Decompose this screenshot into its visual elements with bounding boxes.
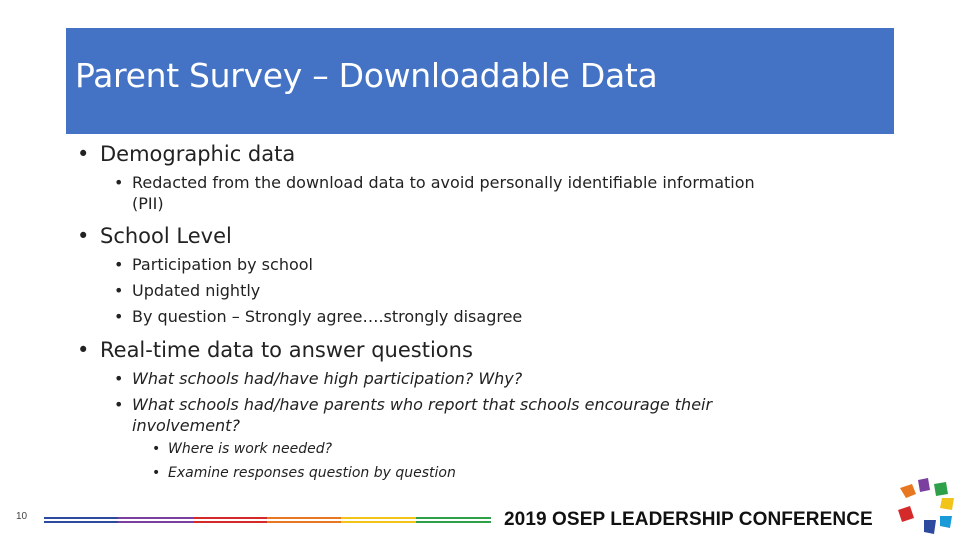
bullet-text: Participation by school bbox=[132, 255, 313, 274]
footer-stripe bbox=[193, 521, 268, 523]
bullet-text: School Level bbox=[100, 224, 232, 248]
hand-yellow-icon bbox=[940, 498, 954, 510]
bullet-dot: • bbox=[77, 142, 90, 166]
footer-stripe bbox=[267, 517, 342, 519]
bullet-text: Real-time data to answer questions bbox=[100, 338, 473, 362]
bullet-dot: • bbox=[152, 465, 161, 481]
hand-cyan-icon bbox=[940, 516, 952, 528]
bullet-text: Where is work needed? bbox=[168, 441, 333, 457]
bullet-text-line2: (PII) bbox=[132, 194, 164, 213]
bullet-dot: • bbox=[152, 441, 161, 457]
footer-stripe bbox=[44, 521, 119, 523]
bullet-updated-nightly bbox=[114, 281, 260, 300]
bullet-dot: • bbox=[114, 307, 124, 326]
bullet-school-level bbox=[77, 224, 232, 248]
bullet-examine-responses bbox=[152, 465, 456, 481]
hand-red-icon bbox=[898, 506, 914, 522]
bullet-text-line1: What schools had/have parents who report that schools encourage their bbox=[132, 395, 713, 414]
footer-stripe bbox=[341, 517, 416, 519]
bullet-redacted bbox=[114, 172, 755, 214]
bullet-demographic-data bbox=[77, 142, 295, 166]
footer-color-stripes bbox=[44, 513, 490, 525]
bullet-participation bbox=[114, 255, 313, 274]
footer-stripe bbox=[416, 521, 491, 523]
bullet-text-line2: involvement? bbox=[132, 416, 240, 435]
hand-blue-icon bbox=[924, 520, 936, 534]
bullet-text: Updated nightly bbox=[132, 281, 261, 300]
footer-stripe bbox=[267, 521, 342, 523]
bullet-encourage-involvement bbox=[114, 394, 712, 436]
footer-stripe bbox=[44, 517, 119, 519]
bullet-text: By question – Strongly agree….strongly disagree bbox=[132, 307, 523, 326]
bullet-dot: • bbox=[114, 255, 124, 274]
footer-stripe bbox=[341, 521, 416, 523]
bullet-dot: • bbox=[114, 281, 124, 300]
bullet-high-participation bbox=[114, 369, 522, 388]
bullet-work-needed bbox=[152, 441, 332, 457]
bullet-text: What schools had/have high participation? Why? bbox=[132, 369, 523, 388]
bullet-dot: • bbox=[114, 369, 124, 388]
bullet-text: Demographic data bbox=[100, 142, 296, 166]
bullet-dot: • bbox=[114, 173, 124, 192]
bullet-dot: • bbox=[114, 395, 124, 414]
hands-logo bbox=[894, 476, 956, 538]
bullet-text-line1: Redacted from the download data to avoid personally identifiable information bbox=[132, 173, 755, 192]
bullet-by-question bbox=[114, 307, 522, 326]
footer-stripe bbox=[416, 517, 491, 519]
footer-stripe bbox=[118, 517, 193, 519]
bullet-text: Examine responses question by question bbox=[168, 465, 456, 481]
slide-number: 10 bbox=[16, 511, 28, 522]
bullet-dot: • bbox=[77, 224, 90, 248]
bullet-real-time-data bbox=[77, 338, 473, 362]
conference-title: 2019 OSEP LEADERSHIP CONFERENCE bbox=[504, 509, 873, 530]
slide-title: Parent Survey – Downloadable Data bbox=[75, 56, 658, 95]
bullet-dot: • bbox=[77, 338, 90, 362]
hand-purple-icon bbox=[918, 478, 930, 492]
hand-green-icon bbox=[934, 482, 948, 496]
footer-stripe bbox=[193, 517, 268, 519]
footer-stripe bbox=[118, 521, 193, 523]
hand-orange-icon bbox=[900, 484, 916, 498]
